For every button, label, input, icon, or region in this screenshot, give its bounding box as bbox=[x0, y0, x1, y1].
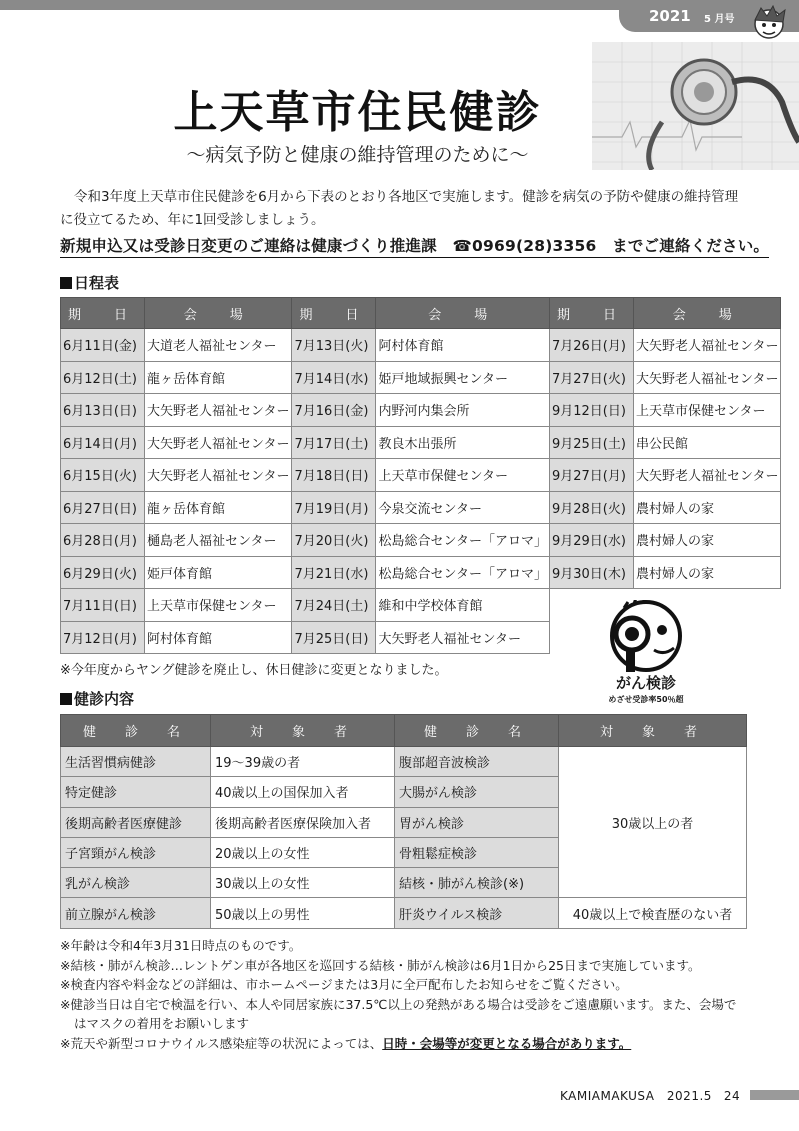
schedule-date: 7月19日(月) bbox=[292, 491, 376, 524]
schedule-date: 9月30日(木) bbox=[549, 556, 633, 589]
exam-name: 生活習慣病健診 bbox=[61, 747, 211, 777]
exam-name: 肝炎ウイルス検診 bbox=[395, 898, 559, 928]
exam-name: 結核・肺がん検診(※) bbox=[395, 868, 559, 898]
square-bullet-icon bbox=[60, 693, 72, 705]
exams-heading bbox=[60, 688, 134, 709]
notes bbox=[60, 936, 760, 1054]
schedule-date: 6月13日(日) bbox=[61, 394, 145, 427]
schedule-date: 9月12日(日) bbox=[549, 394, 633, 427]
footer bbox=[560, 1087, 740, 1104]
schedule-date: 7月25日(日) bbox=[292, 621, 376, 654]
page-subtitle: ～病気予防と健康の維持管理のために～ bbox=[186, 144, 529, 166]
intro-text: 令和3年度上天草市住民健診を6月から下表のとおり各地区で実施します。健診を病気の予防や健康の維持管理に役立てるため、年に1回受診しましょう。 bbox=[60, 189, 739, 228]
schedule-date: 7月18日(日) bbox=[292, 459, 376, 492]
schedule-date: 7月11日(日) bbox=[61, 589, 145, 622]
schedule-date: 6月29日(火) bbox=[61, 556, 145, 589]
note-mask: はマスクの着用をお願いします bbox=[74, 1016, 250, 1032]
schedule-header-cell: 会 場 bbox=[145, 298, 292, 329]
schedule-venue: 阿村体育館 bbox=[376, 329, 549, 362]
exam-row bbox=[61, 898, 747, 928]
note-weather-text: ※荒天や新型コロナウイルス感染症等の状況によっては、 bbox=[60, 1035, 383, 1051]
exam-target: 後期高齢者医療保険加入者 bbox=[211, 807, 395, 837]
schedule-venue: 今泉交流センター bbox=[376, 491, 549, 524]
schedule-row bbox=[61, 394, 781, 427]
schedule-header-cell: 期 日 bbox=[549, 298, 633, 329]
schedule-venue: 姫戸地域振興センター bbox=[376, 361, 549, 394]
schedule-venue: 大道老人福祉センター bbox=[145, 329, 292, 362]
schedule-row bbox=[61, 491, 781, 524]
exam-row bbox=[61, 747, 747, 777]
schedule-date: 7月13日(火) bbox=[292, 329, 376, 362]
schedule-date: 7月21日(水) bbox=[292, 556, 376, 589]
schedule-row bbox=[61, 329, 781, 362]
schedule-heading bbox=[60, 272, 119, 293]
exam-target-merged: 30歳以上の者 bbox=[559, 747, 747, 898]
schedule-venue: 農村婦人の家 bbox=[633, 491, 780, 524]
schedule-venue: 大矢野老人福祉センター bbox=[145, 394, 292, 427]
schedule-heading-text: 日程表 bbox=[74, 274, 120, 292]
exam-target: 40歳以上の国保加入者 bbox=[211, 777, 395, 807]
schedule-date: 7月12日(月) bbox=[61, 621, 145, 654]
schedule-date: 9月28日(火) bbox=[549, 491, 633, 524]
exam-name: 腹部超音波検診 bbox=[395, 747, 559, 777]
note-xray: ※結核・肺がん検診…レントゲン車が各地区を巡回する結核・肺がん検診は6月1日から25日まで実施しています。 bbox=[60, 957, 701, 973]
schedule-note: ※今年度からヤング健診を廃止し、休日健診に変更となりました。 bbox=[60, 663, 448, 678]
exam-target: 30歳以上の女性 bbox=[211, 868, 395, 898]
schedule-date: 6月14日(月) bbox=[61, 426, 145, 459]
schedule-row bbox=[61, 459, 781, 492]
note-details: ※検査内容や料金などの詳細は、市ホームページまたは3月に全戸配布したお知らせをご覧ください。 bbox=[60, 977, 628, 993]
logo-line1: がん検診 bbox=[615, 674, 676, 692]
schedule-venue: 上天草市保健センター bbox=[145, 589, 292, 622]
note-age: ※年齢は令和4年3月31日時点のものです。 bbox=[60, 938, 302, 953]
exams-table bbox=[60, 714, 747, 929]
schedule-header-cell: 期 日 bbox=[292, 298, 376, 329]
exams-header-cell: 健 診 名 bbox=[395, 715, 559, 747]
schedule-venue: 姫戸体育館 bbox=[145, 556, 292, 589]
schedule-date: 6月27日(日) bbox=[61, 491, 145, 524]
schedule-row bbox=[61, 361, 781, 394]
schedule-venue: 農村婦人の家 bbox=[633, 524, 780, 557]
issue-year: 2021 bbox=[649, 7, 691, 25]
schedule-date: 9月27日(月) bbox=[549, 459, 633, 492]
note-fever: ※健診当日は自宅で検温を行い、本人や同居家族に37.5℃以上の発熱がある場合は受診をご遠慮願います。また、会場で bbox=[60, 996, 737, 1012]
exam-target: 19～39歳の者 bbox=[211, 747, 395, 777]
exam-name: 乳がん検診 bbox=[61, 868, 211, 898]
exams-header-cell: 健 診 名 bbox=[61, 715, 211, 747]
schedule-date: 9月29日(水) bbox=[549, 524, 633, 557]
schedule-venue: 大矢野老人福祉センター bbox=[633, 329, 780, 362]
exams-header-cell: 対 象 者 bbox=[211, 715, 395, 747]
schedule-date: 7月17日(土) bbox=[292, 426, 376, 459]
schedule-venue: 串公民館 bbox=[633, 426, 780, 459]
schedule-date: 9月25日(土) bbox=[549, 426, 633, 459]
schedule-venue: 樋島老人福祉センター bbox=[145, 524, 292, 557]
exams-heading-text: 健診内容 bbox=[74, 690, 135, 708]
schedule-venue: 松島総合センター「アロマ」 bbox=[376, 556, 549, 589]
contact-notice: 新規申込又は受診日変更のご連絡は健康づくり推進課 ☎0969(28)3356 までご連絡ください。 bbox=[60, 234, 769, 258]
schedule-date: 6月11日(金) bbox=[61, 329, 145, 362]
cancer-screening-logo-text bbox=[590, 672, 702, 705]
schedule-venue: 農村婦人の家 bbox=[633, 556, 780, 589]
schedule-date: 6月28日(月) bbox=[61, 524, 145, 557]
schedule-venue: 松島総合センター「アロマ」 bbox=[376, 524, 549, 557]
schedule-venue: 阿村体育館 bbox=[145, 621, 292, 654]
page-title: 上天草市住民健診 bbox=[173, 87, 542, 138]
square-bullet-icon bbox=[60, 277, 72, 289]
exam-target: 20歳以上の女性 bbox=[211, 837, 395, 867]
schedule-header-cell: 会 場 bbox=[376, 298, 549, 329]
issue-month: 5 月号 bbox=[704, 14, 735, 25]
schedule-header-cell: 会 場 bbox=[633, 298, 780, 329]
schedule-venue: 龍ヶ岳体育館 bbox=[145, 491, 292, 524]
logo-line2: めざせ受診率50％超 bbox=[608, 695, 684, 704]
schedule-venue: 教良木出張所 bbox=[376, 426, 549, 459]
schedule-venue: 維和中学校体育館 bbox=[376, 589, 549, 622]
schedule-row bbox=[61, 556, 781, 589]
schedule-venue: 上天草市保健センター bbox=[376, 459, 549, 492]
exam-name: 胃がん検診 bbox=[395, 807, 559, 837]
schedule-venue: 大矢野老人福祉センター bbox=[376, 621, 549, 654]
exam-name: 特定健診 bbox=[61, 777, 211, 807]
schedule-date: 7月26日(月) bbox=[549, 329, 633, 362]
exam-name: 後期高齢者医療健診 bbox=[61, 807, 211, 837]
schedule-venue: 大矢野老人福祉センター bbox=[633, 361, 780, 394]
exams-header-cell: 対 象 者 bbox=[559, 715, 747, 747]
schedule-venue: 龍ヶ岳体育館 bbox=[145, 361, 292, 394]
exam-target: 50歳以上の男性 bbox=[211, 898, 395, 928]
schedule-venue: 大矢野老人福祉センター bbox=[145, 426, 292, 459]
footer-bar bbox=[750, 1090, 799, 1100]
schedule-venue: 上天草市保健センター bbox=[633, 394, 780, 427]
exam-name: 前立腺がん検診 bbox=[61, 898, 211, 928]
schedule-header-cell: 期 日 bbox=[61, 298, 145, 329]
page-number: 24 bbox=[723, 1089, 741, 1103]
note-weather bbox=[60, 1034, 760, 1054]
schedule-date: 6月15日(火) bbox=[61, 459, 145, 492]
schedule-row bbox=[61, 426, 781, 459]
schedule-venue: 内野河内集会所 bbox=[376, 394, 549, 427]
schedule-date: 6月12日(土) bbox=[61, 361, 145, 394]
exam-name: 骨粗鬆症検診 bbox=[395, 837, 559, 867]
exam-name: 子宮頸がん検診 bbox=[61, 837, 211, 867]
footer-name: KAMIAMAKUSA 2021.5 bbox=[560, 1089, 712, 1103]
mascot-icon bbox=[747, 4, 791, 44]
exam-target: 40歳以上で検査歴のない者 bbox=[559, 898, 747, 928]
schedule-date: 7月24日(土) bbox=[292, 589, 376, 622]
exam-name: 大腸がん検診 bbox=[395, 777, 559, 807]
note-weather-emphasis: 日時・会場等が変更となる場合があります。 bbox=[382, 1035, 632, 1051]
schedule-date: 7月14日(水) bbox=[292, 361, 376, 394]
schedule-date: 7月27日(火) bbox=[549, 361, 633, 394]
schedule-venue: 大矢野老人福祉センター bbox=[145, 459, 292, 492]
schedule-date: 7月16日(金) bbox=[292, 394, 376, 427]
schedule-row bbox=[61, 524, 781, 557]
schedule-date: 7月20日(火) bbox=[292, 524, 376, 557]
schedule-venue: 大矢野老人福祉センター bbox=[633, 459, 780, 492]
